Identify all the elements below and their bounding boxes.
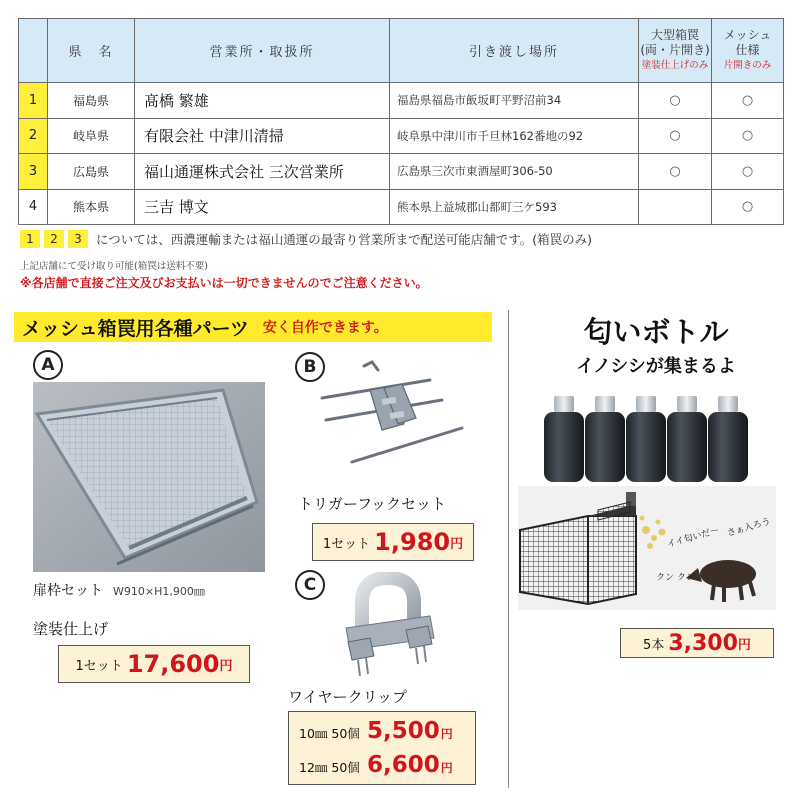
section-divider <box>508 310 509 788</box>
parts-title: メッシュ箱罠用各種パーツ <box>22 317 249 340</box>
part-c-price-box <box>288 711 476 785</box>
row-dealer-name: 有限会社 中津川清掃 <box>135 118 390 154</box>
part-c-option <box>299 752 453 778</box>
bottle-unit: 5本 <box>643 637 665 653</box>
part-a-unit: 1セット <box>75 658 123 674</box>
header-no <box>19 19 48 83</box>
row-address: 熊本県上益城郡山都町三ケ593 <box>390 189 639 225</box>
part-b-name: トリガーフックセット <box>298 495 447 513</box>
row-mesh-mark: ○ <box>712 154 784 190</box>
part-c-option-size: 10㎜ 50個 <box>299 726 360 741</box>
header-mesh <box>712 19 784 83</box>
speech-bubble-2: さぁ入ろう <box>725 516 772 539</box>
part-a-label <box>33 580 205 600</box>
bottles-image <box>540 394 750 486</box>
part-c-option-size: 12㎜ 50個 <box>299 760 360 775</box>
wire-clip-photo <box>330 572 450 680</box>
parts-subtitle: 安く自作できます。 <box>262 320 388 336</box>
sniff-text: クン クン <box>656 573 695 583</box>
header-large-trap-line1: 大型箱罠 <box>650 28 699 42</box>
parts-banner <box>14 312 492 342</box>
trap-illustration <box>518 486 776 610</box>
part-b-unit: 1セット <box>322 536 371 552</box>
header-prefecture: 県 名 <box>48 19 135 83</box>
trigger-hook-photo <box>312 358 472 478</box>
row-large-trap-mark: ○ <box>639 118 712 154</box>
dealer-table <box>18 18 784 225</box>
part-c-badge: C <box>295 570 325 600</box>
bottle-subtitle: イノシシが集まるよ <box>576 356 736 377</box>
part-a-price-box <box>58 645 250 683</box>
door-frame-image <box>33 382 265 572</box>
row-prefecture: 岐阜県 <box>48 118 135 154</box>
part-c-option-yen: 円 <box>440 727 453 741</box>
header-large-trap-line2: (両・片開き) <box>640 43 710 57</box>
row-address: 福島県福島市飯坂町平野沼前34 <box>390 83 639 119</box>
row-address: 広島県三次市東酒屋町306-50 <box>390 154 639 190</box>
row-prefecture: 広島県 <box>48 154 135 190</box>
table-row <box>19 189 784 225</box>
row-number: 2 <box>19 118 48 154</box>
table-header-row <box>19 19 784 83</box>
part-b-yen: 円 <box>450 536 464 552</box>
part-c-option-price: 5,500 <box>367 718 440 744</box>
header-office: 営業所・取扱所 <box>135 19 390 83</box>
row-large-trap-mark: ○ <box>639 83 712 119</box>
trigger-hook-image <box>312 358 472 478</box>
part-a-name: 扉枠セット <box>33 583 103 599</box>
pickup-note: 上記店舗にて受け取り可能(箱罠は送料不要) <box>20 261 208 272</box>
part-c-name: ワイヤークリップ <box>288 688 407 706</box>
warning-note: ※各店舗で直接ご注文及びお支払いは一切できませんのでご注意ください。 <box>20 276 428 290</box>
row-address: 岐阜県中津川市千旦林162番地の92 <box>390 118 639 154</box>
part-a-price: 17,600 <box>126 650 220 678</box>
bottle-price-box <box>620 628 774 658</box>
number-badge: 2 <box>44 230 64 248</box>
part-a-badge: A <box>33 350 63 380</box>
trap-image <box>518 486 776 610</box>
row-mesh-mark: ○ <box>712 118 784 154</box>
row-dealer-name: 三吉 博文 <box>135 189 390 225</box>
header-mesh-line1: メッシュ <box>723 28 772 42</box>
row-mesh-mark: ○ <box>712 189 784 225</box>
header-mesh-line2: 仕様 <box>735 43 760 57</box>
table-row <box>19 154 784 190</box>
bottle-price: 3,300 <box>668 630 738 656</box>
delivery-note <box>20 230 592 248</box>
row-number: 4 <box>19 189 48 225</box>
row-number: 3 <box>19 154 48 190</box>
part-c-option-yen: 円 <box>440 761 453 775</box>
row-prefecture: 熊本県 <box>48 189 135 225</box>
bottle-yen: 円 <box>737 637 751 653</box>
wire-clip-image <box>330 572 450 680</box>
number-badge: 1 <box>20 230 40 248</box>
bottle-title: 匂いボトル <box>583 315 729 349</box>
row-large-trap-mark <box>639 189 712 225</box>
part-a-finish: 塗装仕上げ <box>33 620 109 638</box>
delivery-note-text: については、西濃運輸または福山通運の最寄り営業所まで配送可能店舗です。(箱罠のみ) <box>96 232 593 247</box>
part-b-price: 1,980 <box>374 528 451 556</box>
number-badge: 3 <box>68 230 88 248</box>
row-prefecture: 福島県 <box>48 83 135 119</box>
table-row <box>19 83 784 119</box>
part-a-size: W910×H1,900㎜ <box>113 585 205 598</box>
speech-bubble-1: イイ匂いだ〜 <box>666 525 721 551</box>
row-number: 1 <box>19 83 48 119</box>
part-b-price-box <box>312 523 474 561</box>
row-mesh-mark: ○ <box>712 83 784 119</box>
door-frame-photo <box>33 382 265 572</box>
part-a-yen: 円 <box>219 658 233 674</box>
part-c-option <box>299 718 453 744</box>
bottles-photo <box>540 394 750 486</box>
row-dealer-name: 髙橋 繁雄 <box>135 83 390 119</box>
header-large-trap-note: 塗装仕上げのみ <box>641 60 709 71</box>
row-large-trap-mark: ○ <box>639 154 712 190</box>
header-mesh-note: 片開きのみ <box>723 60 772 71</box>
header-address: 引き渡し場所 <box>390 19 639 83</box>
header-large-trap <box>639 19 712 83</box>
table-row <box>19 118 784 154</box>
part-b-badge: B <box>295 352 325 382</box>
row-dealer-name: 福山通運株式会社 三次営業所 <box>135 154 390 190</box>
part-c-option-price: 6,600 <box>367 752 440 778</box>
